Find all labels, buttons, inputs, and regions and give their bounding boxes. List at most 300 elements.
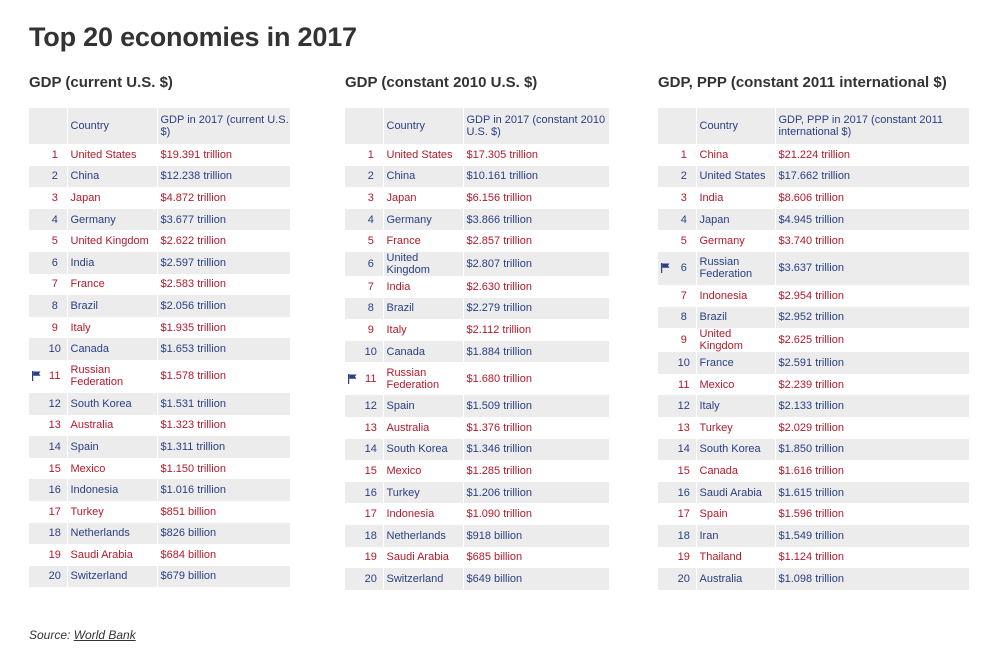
flag-cell	[658, 525, 672, 547]
value-cell: $1.016 trillion	[157, 479, 290, 501]
table-row	[345, 276, 609, 298]
country-cell: France	[383, 230, 463, 252]
rank-cell: 18	[48, 527, 61, 540]
flag-cell	[658, 285, 672, 307]
rank-cell: 1	[680, 148, 687, 161]
rank-cell: 19	[677, 551, 690, 564]
table-row	[345, 144, 609, 166]
rank-cell: 3	[51, 191, 58, 204]
gdp-current-table	[29, 108, 290, 587]
rank-cell: 9	[680, 334, 687, 347]
table-row	[345, 230, 609, 252]
value-cell: $2.952 trillion	[775, 307, 969, 329]
flag-cell	[345, 525, 359, 547]
rank-cell: 8	[680, 311, 687, 324]
country-cell: Russian Federation	[67, 360, 157, 393]
value-cell: $1.206 trillion	[463, 482, 609, 504]
gdp-ppp-table	[658, 108, 969, 590]
table-row	[658, 547, 969, 569]
table-row	[29, 415, 290, 437]
value-cell: $685 billion	[463, 547, 609, 569]
flag-cell	[345, 187, 359, 209]
rank-header	[672, 108, 696, 144]
rank-cell: 11	[365, 372, 377, 385]
value-cell: $1.850 trillion	[775, 439, 969, 461]
table-row	[29, 166, 290, 188]
table-row	[658, 328, 969, 352]
country-cell: India	[67, 252, 157, 274]
rank-cell: 7	[680, 289, 687, 302]
country-cell: Canada	[67, 338, 157, 360]
table-row	[345, 298, 609, 320]
rank-cell: 20	[364, 572, 377, 585]
value-cell: $851 billion	[157, 501, 290, 523]
flag-cell	[29, 523, 43, 545]
country-cell: Thailand	[696, 547, 775, 569]
value-cell: $1.935 trillion	[157, 317, 290, 339]
value-cell: $1.531 trillion	[157, 393, 290, 415]
flag-header	[345, 108, 359, 144]
rank-cell: 1	[367, 148, 374, 161]
flag-cell	[345, 252, 359, 276]
country-cell: Brazil	[67, 295, 157, 317]
rank-cell: 13	[677, 421, 690, 434]
value-cell: $1.346 trillion	[463, 439, 609, 461]
rank-cell: 2	[680, 170, 687, 183]
flag-header	[29, 108, 43, 144]
flag-cell	[29, 415, 43, 437]
value-cell: $3.637 trillion	[775, 252, 969, 285]
value-cell: $4.872 trillion	[157, 187, 290, 209]
country-cell: Germany	[383, 209, 463, 231]
value-cell: $1.098 trillion	[775, 568, 969, 590]
rank-cell: 16	[677, 486, 690, 499]
table-row	[658, 144, 969, 166]
flag-cell	[345, 319, 359, 341]
country-cell: United States	[696, 166, 775, 188]
rank-cell: 6	[367, 257, 374, 270]
value-cell: $2.597 trillion	[157, 252, 290, 274]
table-row	[29, 479, 290, 501]
country-cell: Germany	[67, 209, 157, 231]
value-cell: $1.323 trillion	[157, 415, 290, 437]
rank-cell: 7	[51, 278, 58, 291]
flag-icon	[32, 371, 41, 381]
table-row	[29, 566, 290, 588]
rank-cell: 20	[48, 570, 61, 583]
rank-cell: 9	[51, 321, 58, 334]
flag-cell	[29, 566, 43, 588]
table-row	[658, 307, 969, 329]
rank-cell: 8	[367, 302, 374, 315]
country-cell: Russian Federation	[383, 362, 463, 395]
value-cell: $2.857 trillion	[463, 230, 609, 252]
flag-icon	[661, 263, 670, 273]
rank-cell: 15	[48, 462, 61, 475]
value-cell: $1.311 trillion	[157, 436, 290, 458]
flag-cell	[345, 460, 359, 482]
flag-cell	[29, 187, 43, 209]
country-cell: Indonesia	[696, 285, 775, 307]
flag-cell	[658, 568, 672, 590]
country-cell: Australia	[696, 568, 775, 590]
flag-cell	[345, 209, 359, 231]
rank-cell: 4	[680, 213, 687, 226]
flag-cell	[345, 547, 359, 569]
gdp-current-table-block	[29, 74, 290, 587]
flag-cell	[345, 503, 359, 525]
table-row	[345, 482, 609, 504]
table-row	[29, 436, 290, 458]
rank-cell: 14	[48, 440, 61, 453]
table-header-row	[345, 108, 609, 144]
country-cell: Australia	[383, 417, 463, 439]
rank-cell: 6	[51, 256, 58, 269]
country-cell: Spain	[696, 503, 775, 525]
value-cell: $1.578 trillion	[157, 360, 290, 393]
table-row	[658, 395, 969, 417]
country-cell: Canada	[696, 460, 775, 482]
table-header-row	[658, 108, 969, 144]
flag-cell	[345, 482, 359, 504]
flag-cell	[345, 230, 359, 252]
value-cell: $17.662 trillion	[775, 166, 969, 188]
value-cell: $17.305 trillion	[463, 144, 609, 166]
flag-cell	[658, 352, 672, 374]
flag-cell	[658, 252, 672, 285]
rank-cell: 5	[367, 235, 374, 248]
table-row	[345, 547, 609, 569]
flag-cell	[29, 144, 43, 166]
value-cell: $1.549 trillion	[775, 525, 969, 547]
country-cell: Netherlands	[383, 525, 463, 547]
rank-cell: 16	[48, 484, 61, 497]
table-row	[658, 460, 969, 482]
country-cell: China	[383, 166, 463, 188]
value-cell: $2.630 trillion	[463, 276, 609, 298]
country-cell: Canada	[383, 341, 463, 363]
table-row	[658, 568, 969, 590]
table-row	[658, 166, 969, 188]
flag-cell	[29, 393, 43, 415]
flag-cell	[345, 144, 359, 166]
rank-cell: 3	[680, 191, 687, 204]
flag-header	[658, 108, 672, 144]
flag-cell	[345, 166, 359, 188]
country-cell: Mexico	[383, 460, 463, 482]
country-cell: Indonesia	[67, 479, 157, 501]
flag-cell	[658, 209, 672, 231]
country-cell: Japan	[696, 209, 775, 231]
flag-cell	[345, 417, 359, 439]
value-cell: $2.954 trillion	[775, 285, 969, 307]
flag-cell	[29, 458, 43, 480]
table-row	[29, 393, 290, 415]
country-cell: United Kingdom	[67, 230, 157, 252]
country-cell: Italy	[383, 319, 463, 341]
country-cell: Switzerland	[67, 566, 157, 588]
table-row	[658, 352, 969, 374]
flag-icon	[348, 374, 357, 384]
table-row	[658, 525, 969, 547]
country-cell: Japan	[383, 187, 463, 209]
country-cell: Italy	[67, 317, 157, 339]
rank-cell: 15	[364, 464, 377, 477]
country-cell: Brazil	[383, 298, 463, 320]
flag-cell	[345, 276, 359, 298]
flag-cell	[29, 479, 43, 501]
table-row	[29, 144, 290, 166]
flag-cell	[658, 230, 672, 252]
table-row	[658, 285, 969, 307]
flag-cell	[29, 501, 43, 523]
table-row	[658, 187, 969, 209]
rank-cell: 3	[367, 191, 374, 204]
table-heading: GDP (constant 2010 U.S. $)	[345, 74, 538, 91]
rank-cell: 14	[364, 443, 377, 456]
value-cell: $3.677 trillion	[157, 209, 290, 231]
flag-cell	[658, 482, 672, 504]
flag-cell	[658, 503, 672, 525]
value-cell: $1.285 trillion	[463, 460, 609, 482]
table-row	[345, 417, 609, 439]
table-header-row	[29, 108, 290, 144]
rank-cell: 19	[364, 551, 377, 564]
rank-cell: 12	[48, 397, 61, 410]
table-row	[345, 341, 609, 363]
rank-cell: 12	[677, 400, 690, 413]
flag-cell	[658, 144, 672, 166]
value-cell: $2.622 trillion	[157, 230, 290, 252]
country-cell: Brazil	[696, 307, 775, 329]
rank-cell: 4	[367, 213, 374, 226]
rank-cell: 10	[677, 356, 690, 369]
country-cell: South Korea	[696, 439, 775, 461]
table-row	[658, 482, 969, 504]
value-cell: $1.653 trillion	[157, 338, 290, 360]
value-cell: $2.239 trillion	[775, 374, 969, 396]
value-cell: $1.509 trillion	[463, 395, 609, 417]
country-cell: Australia	[67, 415, 157, 437]
country-cell: Turkey	[696, 417, 775, 439]
flag-cell	[345, 395, 359, 417]
flag-cell	[29, 166, 43, 188]
flag-cell	[658, 374, 672, 396]
table-row	[29, 360, 290, 393]
country-cell: China	[696, 144, 775, 166]
value-cell: $3.740 trillion	[775, 230, 969, 252]
rank-header	[43, 108, 67, 144]
flag-cell	[29, 274, 43, 296]
flag-cell	[658, 328, 672, 352]
country-cell: Japan	[67, 187, 157, 209]
country-header: Country	[383, 108, 463, 144]
country-cell: Turkey	[67, 501, 157, 523]
value-cell: $2.056 trillion	[157, 295, 290, 317]
value-cell: $649 billion	[463, 568, 609, 590]
country-cell: Saudi Arabia	[383, 547, 463, 569]
country-cell: India	[383, 276, 463, 298]
country-header: Country	[67, 108, 157, 144]
table-row	[29, 544, 290, 566]
country-cell: Saudi Arabia	[67, 544, 157, 566]
value-cell: $1.150 trillion	[157, 458, 290, 480]
flag-cell	[658, 187, 672, 209]
table-row	[658, 417, 969, 439]
value-cell: $1.376 trillion	[463, 417, 609, 439]
rank-cell: 16	[364, 486, 377, 499]
rank-cell: 18	[677, 529, 690, 542]
country-cell: Russian Federation	[696, 252, 775, 285]
value-cell: $2.279 trillion	[463, 298, 609, 320]
table-heading: GDP, PPP (constant 2011 international $)	[658, 74, 947, 91]
country-cell: Indonesia	[383, 503, 463, 525]
table-row	[658, 209, 969, 231]
value-cell: $1.596 trillion	[775, 503, 969, 525]
table-row	[658, 252, 969, 285]
flag-cell	[345, 298, 359, 320]
flag-cell	[29, 209, 43, 231]
value-cell: $1.616 trillion	[775, 460, 969, 482]
country-cell: Turkey	[383, 482, 463, 504]
source-note	[29, 628, 136, 642]
rank-cell: 9	[367, 323, 374, 336]
country-cell: Spain	[383, 395, 463, 417]
rank-cell: 2	[367, 170, 374, 183]
flag-cell	[29, 436, 43, 458]
flag-cell	[29, 544, 43, 566]
flag-cell	[29, 360, 43, 393]
rank-cell: 19	[48, 548, 61, 561]
flag-cell	[658, 547, 672, 569]
value-cell: $4.945 trillion	[775, 209, 969, 231]
value-cell: $1.680 trillion	[463, 362, 609, 395]
rank-cell: 12	[364, 400, 377, 413]
value-cell: $3.866 trillion	[463, 209, 609, 231]
value-cell: $6.156 trillion	[463, 187, 609, 209]
table-row	[345, 525, 609, 547]
rank-cell: 20	[677, 572, 690, 585]
table-row	[345, 439, 609, 461]
table-row	[345, 568, 609, 590]
table-row	[29, 458, 290, 480]
flag-cell	[345, 568, 359, 590]
value-cell: $2.807 trillion	[463, 252, 609, 276]
table-row	[29, 209, 290, 231]
rank-cell: 5	[51, 235, 58, 248]
table-row	[345, 362, 609, 395]
value-cell: $12.238 trillion	[157, 166, 290, 188]
rank-cell: 8	[51, 299, 58, 312]
source-label: Source:	[29, 628, 71, 642]
page-title: Top 20 economies in 2017	[29, 22, 357, 52]
rank-cell: 15	[677, 464, 690, 477]
table-row	[345, 209, 609, 231]
gdp-constant-table	[345, 108, 609, 590]
value-cell: $21.224 trillion	[775, 144, 969, 166]
flag-cell	[658, 395, 672, 417]
flag-cell	[29, 252, 43, 274]
value-header: GDP in 2017 (constant 2010 U.S. $)	[463, 108, 609, 144]
flag-cell	[29, 338, 43, 360]
country-cell: Italy	[696, 395, 775, 417]
country-cell: Mexico	[696, 374, 775, 396]
rank-cell: 10	[364, 345, 377, 358]
country-cell: Netherlands	[67, 523, 157, 545]
country-cell: Germany	[696, 230, 775, 252]
value-cell: $2.112 trillion	[463, 319, 609, 341]
rank-cell: 17	[677, 508, 690, 521]
rank-cell: 6	[680, 262, 687, 275]
value-cell: $2.029 trillion	[775, 417, 969, 439]
rank-cell: 17	[48, 505, 61, 518]
table-row	[345, 460, 609, 482]
flag-cell	[658, 460, 672, 482]
rank-cell: 10	[48, 343, 61, 356]
rank-cell: 14	[677, 443, 690, 456]
flag-cell	[29, 295, 43, 317]
table-row	[345, 187, 609, 209]
table-row	[29, 252, 290, 274]
value-cell: $2.583 trillion	[157, 274, 290, 296]
country-cell: United States	[383, 144, 463, 166]
table-row	[29, 274, 290, 296]
rank-header	[359, 108, 383, 144]
table-row	[29, 187, 290, 209]
rank-cell: 4	[51, 213, 58, 226]
flag-cell	[345, 439, 359, 461]
value-cell: $19.391 trillion	[157, 144, 290, 166]
rank-cell: 17	[364, 508, 377, 521]
flag-cell	[345, 362, 359, 395]
table-row	[29, 338, 290, 360]
rank-cell: 13	[364, 421, 377, 434]
table-row	[29, 501, 290, 523]
country-cell: United Kingdom	[383, 252, 463, 276]
country-cell: South Korea	[67, 393, 157, 415]
country-cell: France	[696, 352, 775, 374]
gdp-constant-table-block	[345, 74, 609, 590]
value-cell: $2.133 trillion	[775, 395, 969, 417]
country-cell: United Kingdom	[696, 328, 775, 352]
source-link[interactable]: World Bank	[73, 628, 136, 642]
table-heading: GDP (current U.S. $)	[29, 74, 173, 91]
table-row	[29, 230, 290, 252]
value-cell: $1.884 trillion	[463, 341, 609, 363]
table-row	[345, 252, 609, 276]
country-cell: India	[696, 187, 775, 209]
table-row	[658, 503, 969, 525]
value-cell: $10.161 trillion	[463, 166, 609, 188]
value-header: GDP in 2017 (current U.S. $)	[157, 108, 290, 144]
value-header: GDP, PPP in 2017 (constant 2011 international $)	[775, 108, 969, 144]
rank-cell: 11	[678, 378, 690, 391]
flag-cell	[658, 439, 672, 461]
table-row	[658, 439, 969, 461]
value-cell: $8.606 trillion	[775, 187, 969, 209]
table-row	[658, 230, 969, 252]
country-cell: Iran	[696, 525, 775, 547]
value-cell: $684 billion	[157, 544, 290, 566]
flag-cell	[658, 307, 672, 329]
table-row	[29, 295, 290, 317]
rank-cell: 18	[364, 529, 377, 542]
table-row	[345, 503, 609, 525]
country-header: Country	[696, 108, 775, 144]
country-cell: France	[67, 274, 157, 296]
flag-cell	[29, 317, 43, 339]
value-cell: $679 billion	[157, 566, 290, 588]
